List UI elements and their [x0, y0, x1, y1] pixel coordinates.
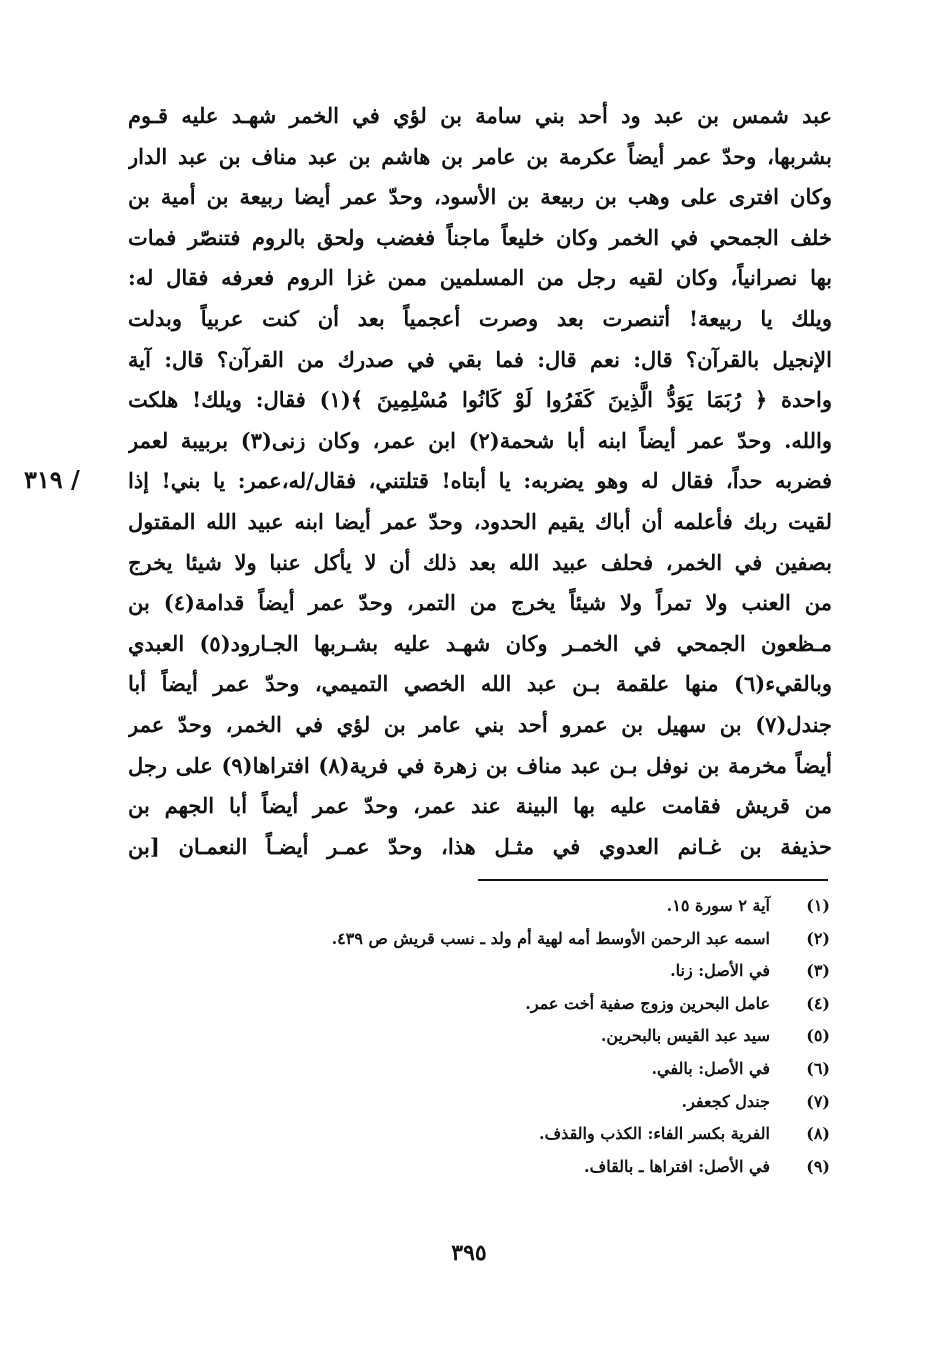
text-line: مـظعون الجمحي في الخمـر وكان شهـد عليه بشـربها الجـارود(٥) العبدي: [128, 630, 832, 656]
footnote-text: آية ٢ سورة ١٥.: [666, 896, 770, 915]
footnote-number: (٥): [806, 1026, 830, 1046]
text-line: من قريش فقامت عليه بها البينة عند عمر، وحدّ عمر أيضاً أبا الجهم بن: [128, 793, 832, 819]
text-line: بها نصرانياً، وكان لقيه رجل من المسلمين ممن غزا الروم فعرفه فقال له:: [128, 265, 832, 291]
text-line: جندل(٧) بن سهيل بن عمرو أحد بني عامر بن لؤي في الخمر، وحدّ عمر: [128, 711, 832, 737]
main-text-block: [128, 96, 832, 867]
footnote-text: في الأصل: زنا.: [670, 961, 770, 981]
text-line: فضربه حداً، فقال له وهو يضربه: يا أبتاه! قتلتني، فقال/له،عمر: يا بني! إذا: [128, 468, 832, 494]
footnote-item: [200, 1053, 830, 1086]
footnote-text: الفرية بكسر الفاء: الكذب والقذف.: [539, 1124, 770, 1144]
text-line: وكان افترى على وهب بن ربيعة بن الأسود، وحدّ عمر أيضا ربيعة بن أمية بن: [128, 184, 832, 210]
footnote-text: اسمه عبد الرحمن الأوسط أمه لهية أم ولد ـ نسب قريش ص ٤٣٩.: [331, 928, 770, 948]
footnote-item: [200, 923, 830, 956]
text-line: بصفين في الخمر، فحلف عبيد الله بعد ذلك أن لا يأكل عنبا ولا شيئا يخرج: [128, 549, 832, 575]
text-line: وبالقيء(٦) منها علقمة بـن عبد الله الخصي التميمي، وحدّ عمر أيضاً أبا: [128, 671, 832, 697]
footnote-divider: [478, 879, 828, 881]
footnote-number: (٨): [806, 1124, 830, 1144]
footnotes-block: [200, 890, 830, 1183]
footnote-number: (٤): [806, 993, 830, 1013]
text-line: أيضاً مخرمة بن نوفل بـن عبد مناف بن زهرة في فرية(٨) افتراها(٩) على رجل: [128, 752, 832, 778]
footnote-number: (١): [806, 896, 830, 915]
text-line: لقيت ربك فأعلمه أن أباك يقيم الحدود، وحدّ عمر أيضا ابنه عبيد الله المقتول: [128, 508, 832, 534]
footnote-item: [200, 1086, 830, 1119]
footnote-item: [200, 890, 830, 923]
footnote-number: (٧): [806, 1091, 830, 1111]
footnote-text: عامل البحرين وزوج صفية أخت عمر.: [525, 993, 770, 1013]
footnote-text: في الأصل: بالفي.: [651, 1058, 770, 1078]
footnote-number: (٣): [806, 961, 830, 981]
text-line: واحدة ﴿ رُبَمَا يَوَدُّ الَّذِينَ كَفَرُوا لَوْ كَانُوا مُسْلِمِينَ ﴾(١) فقال: ويلك! هلكت: [128, 387, 832, 413]
footnote-text: جندل كجعفر.: [681, 1091, 770, 1111]
footnote-number: (٩): [806, 1156, 830, 1176]
page-number: ٣٩٥: [451, 1240, 487, 1266]
text-line: عبد شمس بن عبد ود أحد بني سامة بن لؤي في الخمر شهـد عليه قـوم: [128, 103, 832, 128]
footnote-item: [200, 1118, 830, 1151]
footnote-item: [200, 955, 830, 988]
footnote-item: [200, 1151, 830, 1184]
footnote-item: [200, 988, 830, 1021]
footnote-item: [200, 1020, 830, 1053]
footnote-number: (٦): [806, 1058, 830, 1078]
text-line: ويلك يا ربيعة! أتنصرت بعد وصرت أعجمياً بعد أن كنت عربياً وبدلت: [128, 305, 832, 331]
footnote-number: (٢): [806, 928, 830, 948]
footnote-text: سيد عبد القيس بالبحرين.: [600, 1026, 770, 1046]
text-line: بشربها، وحدّ عمر أيضاً عكرمة بن عامر بن هاشم بن عبد مناف بن عبد الدار: [128, 143, 832, 169]
text-line: والله. وحدّ عمر أيضاً ابنه أبا شحمة(٢) ابن عمر، وكان زنى(٣) بربيبة لعمر: [128, 427, 832, 453]
footnote-text: في الأصل: افتراها ـ بالقاف.: [584, 1156, 770, 1176]
text-line: حذيفة بن غـانم العدوي في مثـل هذا، وحدّ عمـر أيضـاً النعمـان [بن: [128, 833, 832, 859]
text-line: خلف الجمحي في الخمر وكان خليعاً ماجناً فغضب ولحق بالروم فتنصّر فمات: [128, 224, 832, 250]
text-line: من العنب ولا تمراً ولا شيئاً يخرج من التمر، وحدّ عمر أيضاً قدامة(٤) بن: [128, 590, 832, 616]
text-line: الإنجيل بالقرآن؟ قال: نعم قال: فما بقي في صدرك من القرآن؟ قال: آية: [128, 346, 832, 372]
original-page-marker: ٣١٩ /: [24, 465, 80, 494]
